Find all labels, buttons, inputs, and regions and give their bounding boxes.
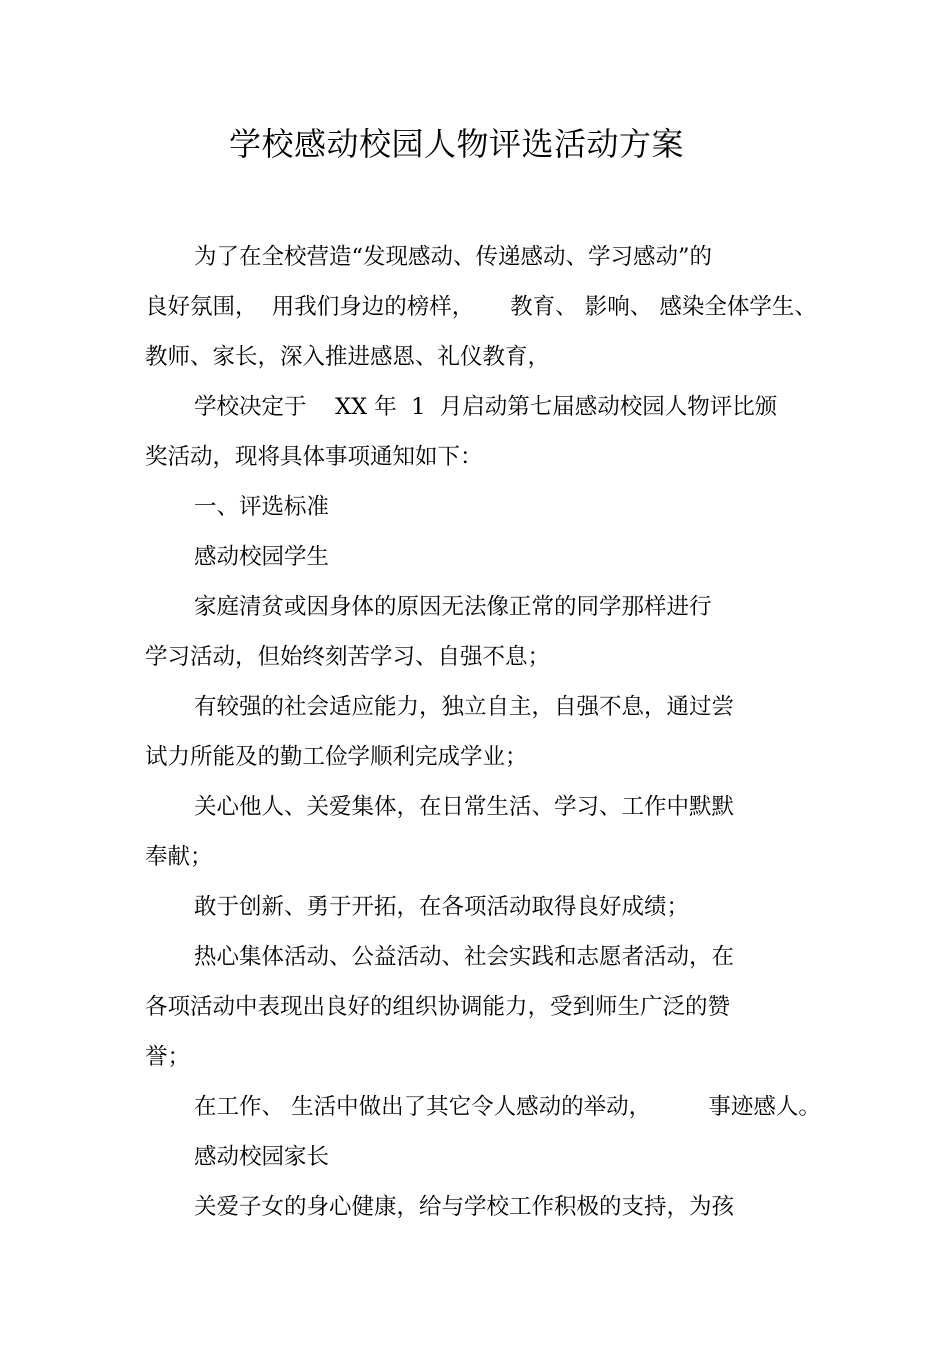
paragraph-line: 奖活动，现将具体事项通知如下： bbox=[145, 444, 483, 470]
paragraph-line: 试力所能及的勤工俭学顺利完成学业； bbox=[145, 744, 528, 770]
paragraph-line: 学习活动，但始终刻苦学习、自强不息； bbox=[145, 644, 551, 670]
paragraph-line: 为了在全校营造“发现感动、传递感动、学习感动”的 bbox=[194, 244, 713, 270]
paragraph-line: 热心集体活动、公益活动、社会实践和志愿者活动，在 bbox=[194, 944, 735, 970]
subsection-heading: 感动校园学生 bbox=[194, 544, 330, 570]
paragraph-line: 誉； bbox=[145, 1044, 191, 1070]
paragraph-line: 学校决定于 XX 年 1 月启动第七届感动校园人物评比颁 bbox=[194, 394, 778, 420]
section-heading: 一、评选标准 bbox=[194, 494, 330, 520]
paragraph-line: 家庭清贫或因身体的原因无法像正常的同学那样进行 bbox=[194, 594, 712, 620]
paragraph-line: 关心他人、关爱集体，在日常生活、学习、工作中默默 bbox=[194, 794, 735, 820]
paragraph-line: 奉献； bbox=[145, 844, 213, 870]
paragraph-line: 在工作、 生活中做出了其它令人感动的举动， 事迹感人。 bbox=[194, 1094, 821, 1120]
paragraph-line: 敢于创新、勇于开拓，在各项活动取得良好成绩； bbox=[194, 894, 690, 920]
paragraph-line: 各项活动中表现出良好的组织协调能力，受到师生广泛的赞 bbox=[145, 994, 731, 1020]
paragraph-line: 有较强的社会适应能力，独立自主，自强不息，通过尝 bbox=[194, 694, 735, 720]
subsection-heading: 感动校园家长 bbox=[194, 1144, 330, 1170]
paragraph-line: 良好氛围， 用我们身边的榜样， 教育、 影响、 感染全体学生、 bbox=[145, 294, 817, 320]
paragraph-line: 教师、家长，深入推进感恩、礼仪教育， bbox=[145, 344, 551, 370]
document-title: 学校感动校园人物评选活动方案 bbox=[229, 125, 685, 163]
paragraph-line: 关爱子女的身心健康，给与学校工作积极的支持，为孩 bbox=[194, 1194, 735, 1220]
